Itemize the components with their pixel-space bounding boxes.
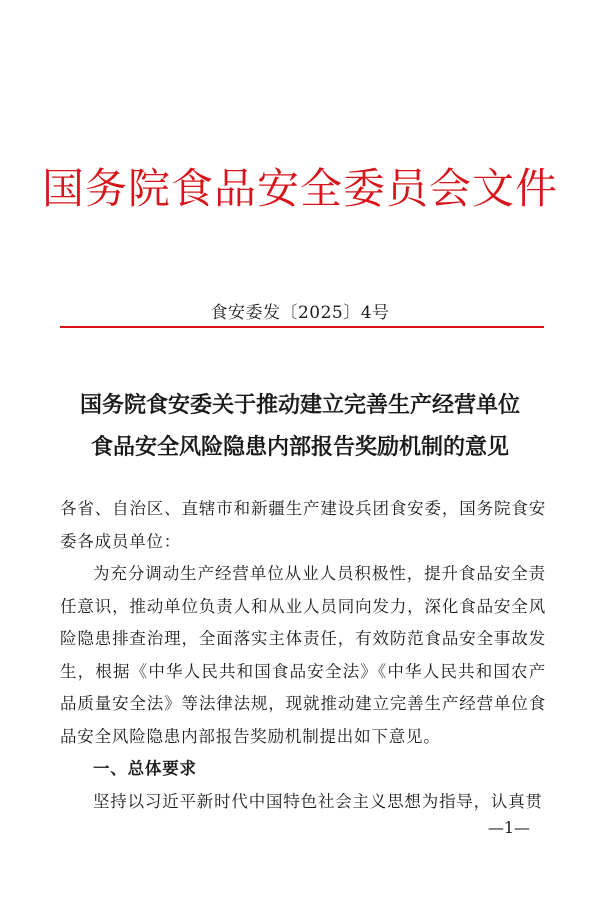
- section-heading: 一、总体要求: [93, 759, 197, 778]
- title-line-1: 国务院食安委关于推动建立完善生产经营单位: [79, 392, 520, 418]
- recipients: 各省、自治区、直辖市和新疆生产建设兵团食安委，国务院食安委各成员单位：: [60, 499, 546, 551]
- page-number: —1—: [487, 818, 530, 837]
- document-title: [0, 384, 600, 468]
- issuer-header: 国务院食品安全委员会文件: [41, 164, 558, 213]
- document-number: 食安委发〔2025〕4号: [210, 303, 390, 323]
- section-paragraph: 坚持以习近平新时代中国特色社会主义思想为指导，认真贯: [93, 791, 543, 811]
- red-divider-line: [60, 326, 544, 328]
- document-body: [60, 493, 546, 818]
- intro-paragraph: 为充分调动生产经营单位从业人员积极性，提升食品安全责任意识，推动单位负责人和从业人员同向发力，深化食品安全风险隐患排查治理，全面落实主体责任，有效防范食品安全事故发生，根据《中华人民共和国食品安全法》《中华人民共和国农产品质量安全法》等法律法规，现就推动建立完善生产经营单位食品安全风险隐患内部报告奖励机制提出如下意见。: [60, 564, 546, 746]
- title-line-2: 食品安全风险隐患内部报告奖励机制的意见: [90, 434, 509, 460]
